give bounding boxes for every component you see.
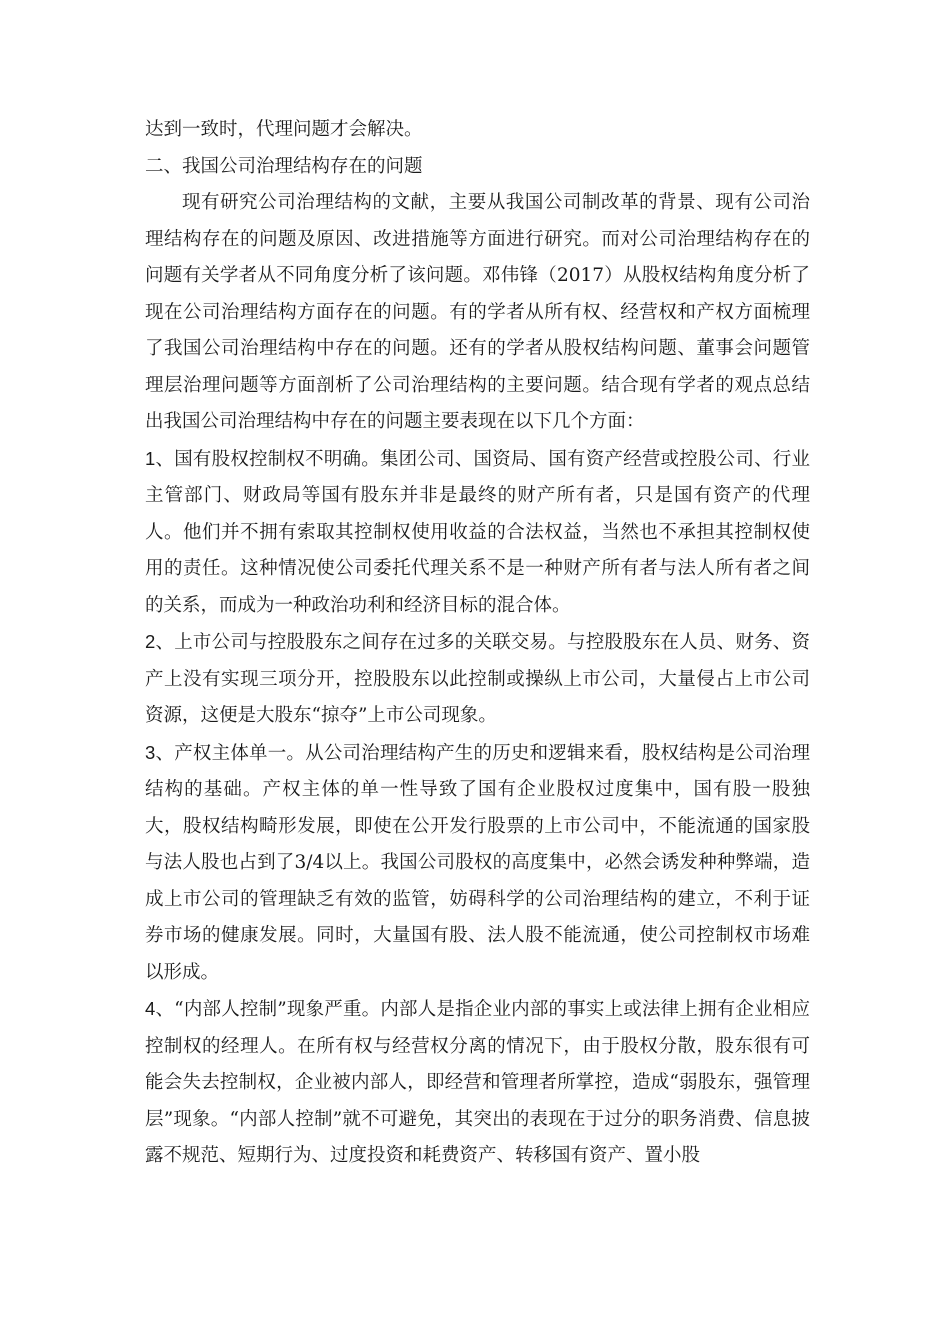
document-body [145, 112, 810, 1175]
item-heading: 产权主体单一。 [174, 742, 306, 764]
item-body: 内部人是指企业内部的事实上或法律上拥有企业相应控制权的经理人。在所有权与经营权分离的情况下，由于股权分散，股东很有可能会失去控制权，企业被内部人，即经营和管理者所掌控，造成“弱股东，强管理层”现象。“内部人控制”就不可避免，其突出的表现在于过分的职务消费、信息披露不规范、短期行为、过度投资和耗费资产、转移国有资产、置小股 [145, 999, 810, 1166]
item-number: 1、 [145, 447, 175, 469]
item-number: 4、 [145, 998, 175, 1019]
item-body: 从公司治理结构产生的历史和逻辑来看，股权结构是公司治理结构的基础。产权主体的单一性导致了国有企业股权过度集中，国有股一股独大，股权结构畸形发展，即使在公开发行股票的上市公司中，不能流通的国家股与法人股也占到了3/4以上。我国公司股权的高度集中，必然会诱发种种弊端，造成上市公司的管理缺乏有效的监管，妨碍科学的公司治理结构的建立，不利于证券市场的健康发展。同时，大量国有股、法人股不能流通，使公司控制权市场难以形成。 [145, 742, 810, 983]
intro-paragraph: 现有研究公司治理结构的文献，主要从我国公司制改革的背景、现有公司治理结构存在的问题及原因、改进措施等方面进行研究。而对公司治理结构存在的问题有关学者从不同角度分析了该问题。邓伟锋（2017）从股权结构角度分析了现在公司治理结构方面存在的问题。有的学者从所有权、经营权和产权方面梳理了我国公司治理结构中存在的问题。还有的学者从股权结构问题、董事会问题管理层治理问题等方面剖析了公司治理结构的主要问题。结合现有学者的观点总结出我国公司治理结构中存在的问题主要表现在以下几个方面： [145, 192, 810, 432]
item-heading: 国有股权控制权不明确。 [174, 448, 380, 470]
continuation-line: 达到一致时，代理问题才会解决。 [145, 119, 423, 140]
list-item-4 [145, 991, 810, 1175]
item-body: 集团公司、国资局、国有资产经营或控股公司、行业主管部门、财政局等国有股东并非是最终的财产所有者，只是国有资产的代理人。他们并不拥有索取其控制权使用收益的合法权益，当然也不承担其控制权使用的责任。这种情况使公司委托代理关系不是一种财产所有者与法人所有者之间的关系，而成为一种政治功利和经济目标的混合体。 [145, 448, 810, 616]
list-item-3 [145, 735, 810, 992]
list-item-2 [145, 624, 810, 735]
section-heading: 二、我国公司治理结构存在的问题 [145, 155, 423, 177]
item-heading: “内部人控制”现象严重。 [174, 999, 381, 1020]
item-number: 2、 [145, 631, 175, 652]
item-body: 与控股股东在人员、财务、资产上没有实现三项分开，控股股东以此控制或操纵上市公司，大量侵占上市公司资源，这便是大股东“掠夺”上市公司现象。 [145, 632, 810, 726]
item-heading: 上市公司与控股股东之间存在过多的关联交易。 [174, 632, 568, 653]
list-item-1 [145, 441, 810, 625]
item-number: 3、 [145, 741, 175, 763]
